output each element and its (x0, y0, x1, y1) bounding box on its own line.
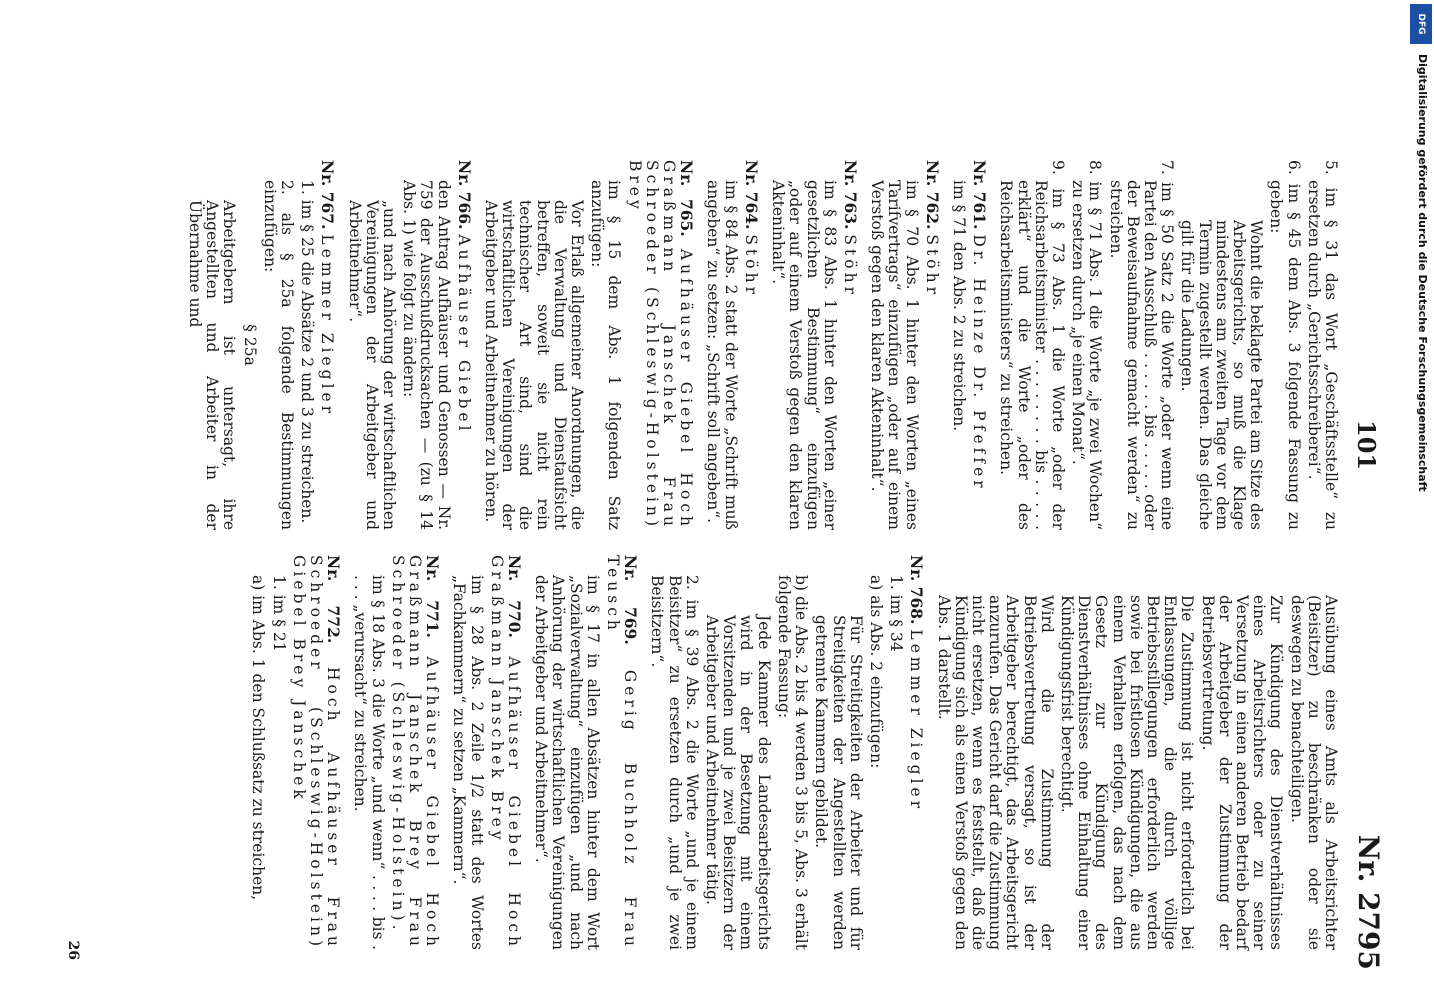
dfg-logo-text: DFG (1416, 13, 1426, 35)
motion-sponsors: Aufhäuser Giebel (454, 234, 473, 435)
text-paragraph: 9. im § 73 Abs. 1 die Worte „oder der Reichsarbeitsminister . . . . . . . . bis . . . . . erklärt“ und die Worte „oder des Reichsarbeitsministers“ zu streichen. (997, 160, 1067, 530)
text-paragraph: Zur Kündigung des Dienstverhältnisses eines Arbeitsrichters oder zu seiner Versetzung in einen anderen Betrieb bedarf der Arbeitgeber der Zustimmung der Betriebsvertretung. (1198, 595, 1286, 950)
text-paragraph: b) die Abs. 2 bis 4 werden 3 bis 5, Abs. 3 erhält folgende Fassung: (774, 575, 811, 950)
left-column (183, 160, 1339, 530)
motion-number: Nr. 765. (677, 160, 697, 237)
motion-number: Nr. 770. (505, 555, 525, 638)
motion-sponsors: Lemmer Ziegler (318, 234, 337, 418)
motion-sponsors: Gerig Buchholz Frau Teusch (604, 555, 640, 950)
motion-sponsors: Lemmer Ziegler (907, 629, 926, 813)
page-number: 101 (1352, 420, 1381, 471)
text-paragraph: 1. im § 21 (269, 575, 288, 652)
motion-number: Nr. 768. (907, 555, 927, 625)
motion-number: Nr. 767. (318, 160, 338, 230)
text-paragraph: Arbeitgebern ist untersagt, ihre Angestellten und Arbeiter in der Übernahme und (186, 200, 239, 530)
text-paragraph: § 25a (240, 324, 259, 366)
text-paragraph: Jede Kammer des Landesarbeitsgerichts wird in der Besetzung mit einem Vorsitzenden und je zwei Beisitzern der Arbeitgeber und Arbeitnehmer tätig. (703, 615, 773, 950)
motion-heading (841, 160, 859, 530)
motion-heading (970, 160, 988, 530)
text-paragraph: a) im Abs. 1 den Schlußsatz zu streichen, (249, 575, 268, 901)
motion-sponsors: Aufhäuser Giebel Hoch Graßmann Janschek Brey Frau Schroeder (Schleswig-Holstein). (388, 555, 442, 950)
text-paragraph: 1. im § 25 die Absätze 2 und 3 zu streichen. (298, 180, 317, 524)
motion-number: Nr. 766. (454, 160, 474, 230)
document-number: Nr. 2795 (1352, 834, 1385, 970)
text-paragraph: Für Streitigkeiten der Arbeiter und für Streitigkeiten der Angestellten werden getrennte Kammern gebildet. (812, 615, 865, 950)
motion-heading (923, 160, 941, 530)
text-paragraph: Wird die Zustimmung der Betriebsvertretung versagt, so ist der Arbeitgeber berechtigt, das Arbeitsgericht anzurufen. Das Gericht darf die Zustimmung nicht ersetzen, wenn es feststellt, daß die Kündigung sich als einen Verstoß gegen den Abs. 1 darstellt. (934, 595, 1056, 950)
text-paragraph: im § 17 in allen Absätzen hinter dem Wort „Sozialverwaltung“ einzufügen „und nach Anhörung der wirtschaftlichen Vereinigungen der Arbeitgeber und Arbeitnehmer“. (532, 575, 602, 950)
motion-sponsors: Stöhr (922, 234, 941, 298)
text-paragraph: im § 28 Abs. 2 Zeile 1/2 statt des Wortes „Fachkammern“ zu setzen „Kammern“. (450, 575, 486, 950)
right-column (246, 555, 1339, 950)
text-paragraph: im § 70 Abs. 1 hinter den Worten „eines Tarifvertrags“ einzufügen „oder auf einem Verstoß gegen den klaren Akteninhalt“. (868, 180, 921, 530)
text-paragraph: im § 15 dem Abs. 1 folgenden Satz anzufügen: (588, 180, 624, 530)
sheet-number: 26 (65, 940, 81, 960)
motion-sponsors: Dr. Heinze Dr. Pfeffer (970, 234, 989, 492)
motion-heading (742, 160, 760, 530)
text-paragraph: im § 84 Abs. 2 statt der Worte „Schrift muß angeben“ zu setzen: „Schrift soll angeben“. (704, 180, 740, 530)
motion-sponsors: Stöhr (840, 234, 859, 298)
motion-heading (488, 555, 523, 950)
text-paragraph: 7. im § 50 Satz 2 die Worte „oder wenn eine Partei den Ausschluß . . . . . . bis . . . . . oder der Beweisaufnahme gemacht werden“ zu streichen. (1106, 160, 1177, 530)
motion-number: Nr. 772. (324, 555, 344, 644)
motion-number: Nr. 771. (423, 555, 443, 638)
motion-heading (389, 555, 442, 950)
motion-number: Nr. 762. (922, 160, 942, 230)
text-paragraph: Vor Erlaß allgemeiner Anordnungen, die die Verwaltung und Dienstaufsicht betreffen, soweit sie nicht rein technischer Art sind, sind die wirtschaftlichen Vereinigungen der Arbeitgeber und Arbeitnehmer zu hören. (482, 200, 587, 530)
document-page (5, 20, 1385, 980)
motion-sponsors: Aufhäuser Giebel Hoch Graßmann Janschek Frau Schroeder (Schleswig-Holstein) Brey (625, 160, 696, 530)
text-paragraph: 5. im § 31 das Wort „Geschäftsstelle“ zu ersetzen durch „Gerichtsschreiberei“. (1304, 160, 1340, 530)
digitization-credit-text: Digitalisierung gefördert durch die Deutsche Forschungsgemeinschaft (1416, 54, 1429, 492)
text-paragraph: 2. als § 25a folgende Bestimmungen einzufügen: (260, 180, 297, 530)
text-paragraph: 1. im § 34 (887, 575, 906, 652)
text-paragraph: den Antrag Aufhäuser und Genossen — Nr. 759 der Ausschußdrucksachen — (zu § 14 Abs. 1) wie folgt zu ändern: (400, 180, 453, 530)
text-paragraph: Wohnt die beklagte Partei am Sitze des Arbeitsgerichts, so muß die Klage mindestens am zweiten Tage vor dem Termin zugestellt werden. Das gleiche gilt für die Ladungen. (1178, 220, 1266, 530)
text-paragraph: 6. im § 45 dem Abs. 3 folgende Fassung zu geben: (1267, 160, 1303, 530)
text-paragraph: im § 18 Abs. 3 die Worte „und wenn“ . . . . bis . . . . „verursacht“ zu streichen. (351, 575, 387, 950)
motion-heading (455, 160, 473, 530)
motion-heading (290, 555, 343, 950)
motion-heading (318, 160, 336, 530)
motion-heading (907, 555, 925, 950)
text-paragraph: Die Zustimmung ist nicht erforderlich bei Entlassungen, die durch völlige Betriebsstillegungen erforderlich werden sowie bei fristlosen Kündigungen, die aus einem Verhalten erfolgen, das nach dem Gesetz zur Kündigung des Dienstverhältnisses ohne Einhaltung einer Kündigungsfrist berechtigt. (1057, 595, 1197, 950)
text-paragraph: Ausübung eines Amts als Arbeitsrichter (Beisitzer) zu beschränken oder sie deswegen zu benachteiligen. (1287, 595, 1340, 950)
text-paragraph: im § 71 den Abs. 2 zu streichen. (949, 180, 968, 432)
text-paragraph: 8. im § 71 Abs. 1 die Worte „je zwei Wochen“ zu ersetzen durch „je einen Monat“. (1069, 160, 1105, 530)
text-paragraph: a) als Abs. 2 einzufügen: (866, 575, 885, 769)
digitization-credit-bar (1410, 4, 1432, 994)
motion-number: Nr. 764. (741, 160, 761, 230)
text-paragraph: „und nach Anhörung der wirtschaftlichen Vereinigungen der Arbeitgeber und Arbeitnehmer“. (345, 200, 399, 530)
text-paragraph: im § 83 Abs. 1 hinter den Worten „einer gesetzlichen Bestimmung“ einzufügen „oder auf einem Verstoß gegen den klaren Akteninhalt“. (769, 180, 839, 530)
motion-sponsors: Stöhr (741, 234, 760, 298)
text-paragraph: 2. im § 39 Abs. 2 die Worte „und je einem Beisitzer“ zu ersetzen durch „und je zwei Beisitzern“. (648, 575, 701, 950)
motion-heading (625, 160, 695, 530)
motion-sponsors: Hoch Aufhäuser Frau Schroeder (Schleswig-Holstein) Giebel Brey Janschek (289, 555, 343, 950)
motion-number: Nr. 761. (970, 160, 990, 230)
dfg-logo (1410, 4, 1432, 44)
motion-sponsors: Aufhäuser Giebel Hoch Graßmann Janschek Brey (487, 555, 524, 950)
motion-number: Nr. 763. (840, 160, 860, 230)
motion-heading (604, 555, 639, 950)
motion-number: Nr. 769. (621, 555, 641, 645)
